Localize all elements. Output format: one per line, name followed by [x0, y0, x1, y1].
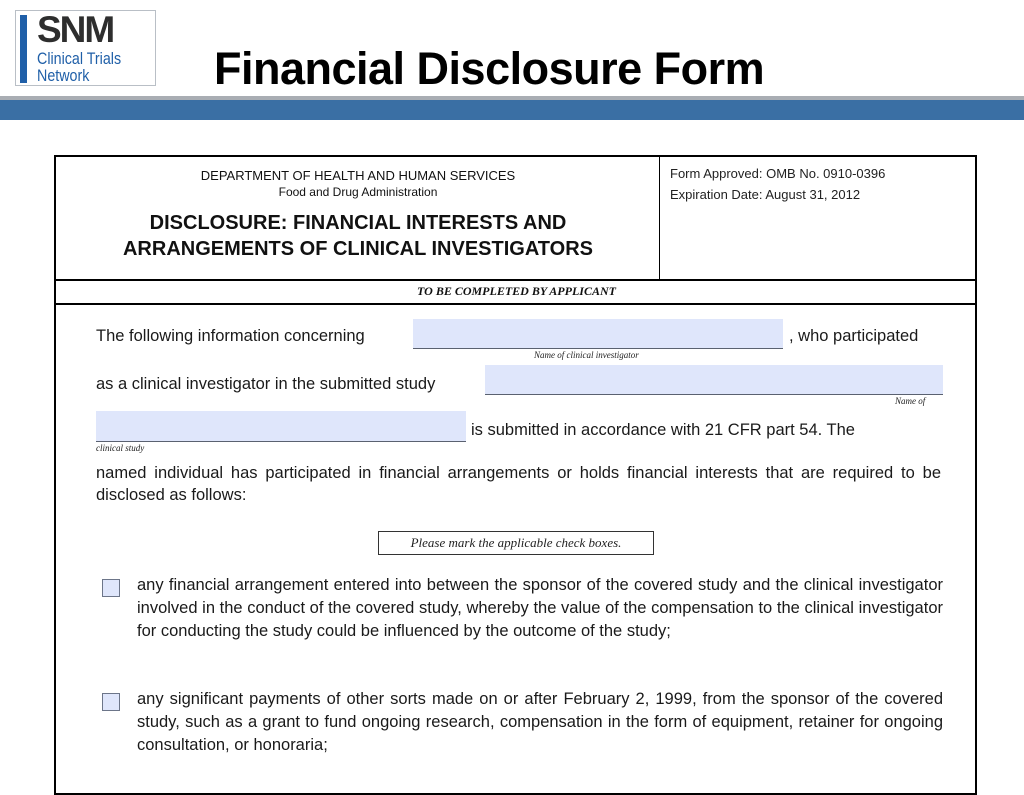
- clinical-study-caption: clinical study: [96, 443, 145, 453]
- statement-text-4: is submitted in accordance with 21 CFR part 54. The: [471, 421, 855, 439]
- form-title-line-1: DISCLOSURE: FINANCIAL INTERESTS AND: [149, 212, 567, 234]
- logo-accent-bar: [20, 15, 27, 83]
- page-title: Financial Disclosure Form: [214, 43, 765, 94]
- payments-checkbox[interactable]: [102, 693, 120, 711]
- checkbox-instruction: Please mark the applicable check boxes.: [378, 531, 654, 555]
- agency-name: Food and Drug Administration: [278, 185, 438, 199]
- omb-approval: Form Approved: OMB No. 0910-0396: [670, 166, 886, 181]
- header-divider-blue: [0, 100, 1024, 120]
- study-name-field[interactable]: [485, 365, 943, 395]
- form-header-left: [56, 157, 660, 280]
- applicant-subheader: TO BE COMPLETED BY APPLICANT: [417, 284, 616, 298]
- investigator-name-caption: Name of clinical investigator: [534, 350, 639, 360]
- logo-line-2: Network: [37, 66, 90, 85]
- divider-line: [56, 279, 977, 281]
- disclosure-form: [54, 155, 977, 795]
- arrangement-checkbox-label: any financial arrangement entered into between the sponsor of the covered study and the clinical investigator involved in the conduct of the covered study, whereby the value of the compensation to the clinical investigator for conducting the study could be influenced by the outcome of the study;: [137, 576, 943, 640]
- payments-checkbox-label: any significant payments of other sorts made on or after February 2, 1999, from the sponsor of the covered study, such as a grant to fund ongoing research, compensation in the form of equipment, retainer for ongoing consultation, or honoraria;: [137, 690, 943, 754]
- statement-text-5: named individual has participated in financial arrangements or holds financial interests that are required to be disclosed as follows:: [96, 464, 941, 504]
- investigator-name-field[interactable]: [413, 319, 783, 349]
- divider-line: [56, 303, 977, 305]
- expiration-date: Expiration Date: August 31, 2012: [670, 187, 861, 202]
- snm-logo: [15, 10, 156, 86]
- department-name: DEPARTMENT OF HEALTH AND HUMAN SERVICES: [200, 168, 516, 183]
- statement-text-1: The following information concerning: [96, 327, 365, 345]
- form-title-line-2: ARRANGEMENTS OF CLINICAL INVESTIGATORS: [122, 238, 594, 260]
- arrangement-checkbox[interactable]: [102, 579, 120, 597]
- statement-text-3: as a clinical investigator in the submitted study: [96, 375, 436, 393]
- study-name-field-continued[interactable]: [96, 411, 466, 442]
- form-header-right: [670, 163, 885, 205]
- logo-snm-text: SNM: [37, 9, 114, 50]
- statement-text-2: , who participated: [789, 327, 919, 345]
- study-name-caption: Name of: [895, 396, 926, 406]
- logo-line-1: Clinical Trials: [37, 49, 122, 68]
